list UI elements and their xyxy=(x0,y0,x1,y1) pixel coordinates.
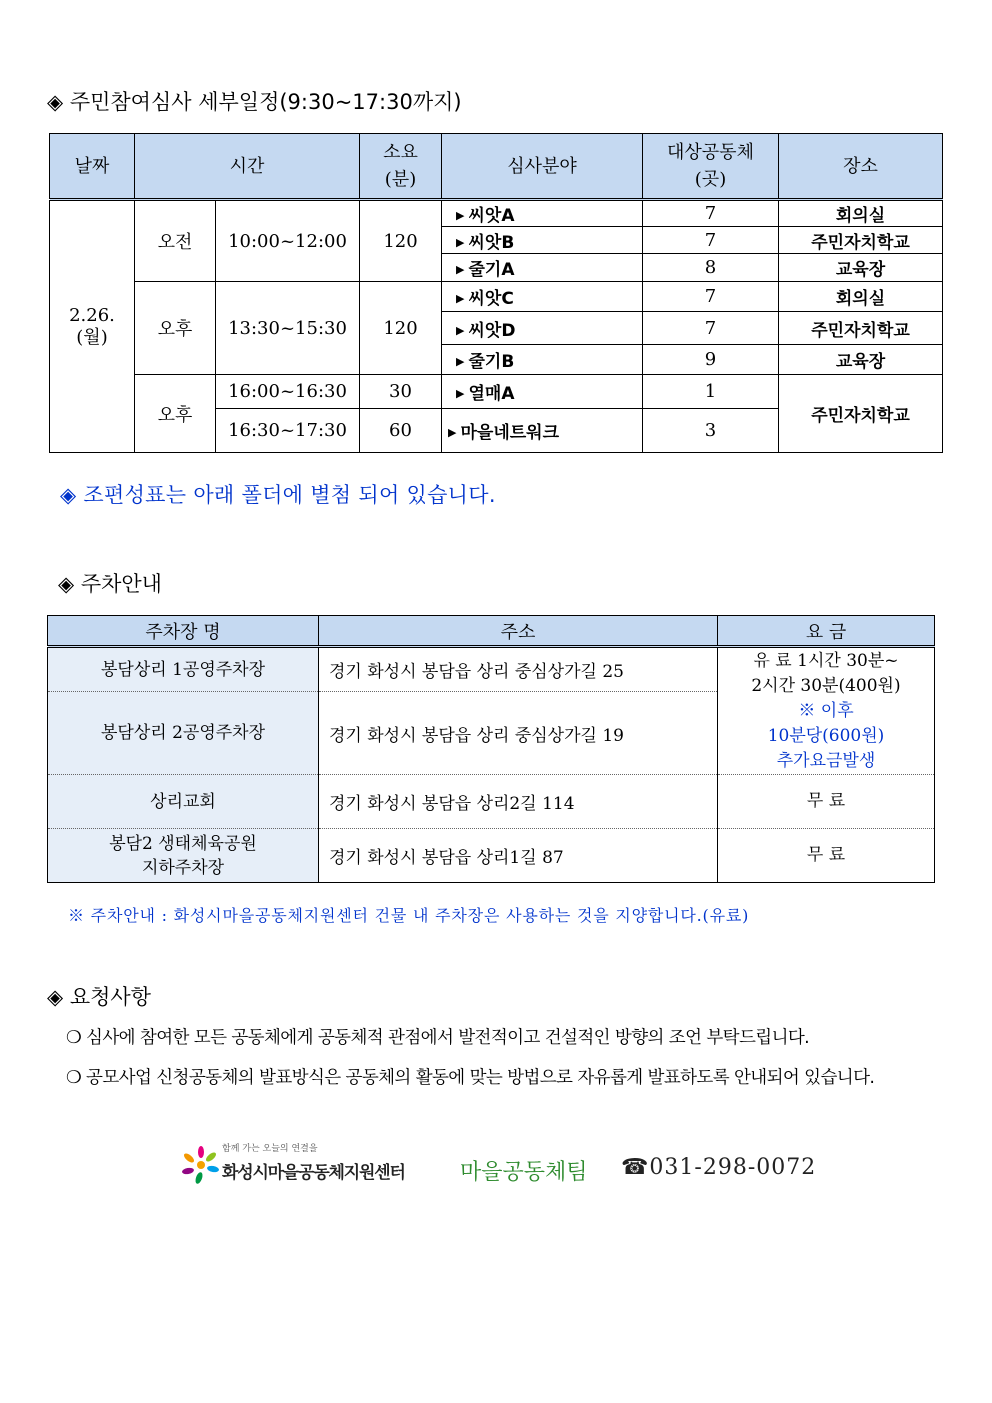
place-cell: 교육장 xyxy=(779,254,943,282)
area-cell: ▶ 줄기B xyxy=(442,345,643,375)
period-cell: 오후 xyxy=(135,375,216,453)
header-place: 장소 xyxy=(779,134,943,200)
parking-row xyxy=(48,829,935,883)
fee-line: 유 료 1시간 30분~ xyxy=(753,650,899,671)
duration-cell: 30 xyxy=(360,375,442,409)
parking-table xyxy=(47,615,935,883)
schedule-note: ◈ 조편성표는 아래 폴더에 별첨 되어 있습니다. xyxy=(60,483,496,507)
count-cell: 1 xyxy=(643,375,779,409)
schedule-row xyxy=(50,282,943,312)
request-item: ❍ 공모사업 신청공동체의 발표방식은 공동체의 활동에 맞는 방법으로 자유롭게 발표하도록 안내되어 있습니다. xyxy=(66,1068,875,1088)
area-cell: ▶ 마을네트워크 xyxy=(442,409,643,453)
schedule-header-row xyxy=(50,134,943,200)
parking-note: ※ 주차안내 : 화성시마을공동체지원센터 건물 내 주차장은 사용하는 것을 지양합니다.(유료) xyxy=(68,906,750,925)
triangle-icon: ▶ xyxy=(456,209,465,222)
place-cell: 교육장 xyxy=(779,345,943,375)
header-target: 대상공동체 (곳) xyxy=(643,134,779,200)
triangle-icon: ▶ xyxy=(456,263,465,276)
header-lot: 주차장 명 xyxy=(48,616,319,647)
time-cell: 10:00~12:00 xyxy=(216,200,360,282)
place-cell: 주민자치학교 xyxy=(779,227,943,254)
parking-row xyxy=(48,775,935,829)
fee-cell: 무 료 xyxy=(718,775,935,829)
header-address: 주소 xyxy=(319,616,718,647)
schedule-row xyxy=(50,375,943,409)
period-cell: 오후 xyxy=(135,282,216,375)
fee-cell: 무 료 xyxy=(718,829,935,883)
triangle-icon: ▶ xyxy=(456,387,465,400)
schedule-row xyxy=(50,200,943,227)
fee-line: 10분당(600원) xyxy=(767,725,885,746)
header-area: 심사분야 xyxy=(442,134,643,200)
duration-cell: 120 xyxy=(360,200,442,282)
lot-cell: 봉담2 생태체육공원 지하주차장 xyxy=(48,829,319,883)
area-cell: ▶ 씨앗C xyxy=(442,282,643,312)
count-cell: 3 xyxy=(643,409,779,453)
logo-name: 화성시마을공동체지원센터 xyxy=(222,1163,405,1183)
fee-line: 추가요금발생 xyxy=(776,750,876,771)
place-cell: 주민자치학교 xyxy=(779,375,943,453)
center-logo-icon xyxy=(178,1142,224,1188)
time-cell: 16:00~16:30 xyxy=(216,375,360,409)
area-cell: ▶ 씨앗A xyxy=(442,200,643,227)
area-cell: ▶ 열매A xyxy=(442,375,643,409)
area-cell: ▶ 씨앗D xyxy=(442,312,643,345)
place-cell: 주민자치학교 xyxy=(779,312,943,345)
time-cell: 16:30~17:30 xyxy=(216,409,360,453)
header-date: 날짜 xyxy=(50,134,135,200)
fee-line: ※ 이후 xyxy=(798,700,854,721)
count-cell: 8 xyxy=(643,254,779,282)
count-cell: 7 xyxy=(643,312,779,345)
triangle-icon: ▶ xyxy=(456,323,465,337)
fee-line: 2시간 30분(400원) xyxy=(751,675,901,696)
schedule-heading: ◈ 주민참여심사 세부일정(9:30~17:30까지) xyxy=(47,90,462,114)
duration-cell: 120 xyxy=(360,282,442,375)
parking-row xyxy=(48,647,935,692)
parking-heading: ◈ 주차안내 xyxy=(58,572,162,596)
address-cell: 경기 화성시 봉담읍 상리 중심상가길 25 xyxy=(319,647,718,692)
triangle-icon: ▶ xyxy=(456,292,465,305)
period-cell: 오전 xyxy=(135,200,216,282)
count-cell: 7 xyxy=(643,200,779,227)
parking-header-row xyxy=(48,616,935,647)
requests-heading: ◈ 요청사항 xyxy=(47,985,151,1009)
lot-cell: 봉담상리 1공영주차장 xyxy=(48,647,319,692)
address-cell: 경기 화성시 봉담읍 상리2길 114 xyxy=(319,775,718,829)
triangle-icon: ▶ xyxy=(448,426,457,439)
count-cell: 9 xyxy=(643,345,779,375)
area-cell: ▶ 줄기A xyxy=(442,254,643,282)
schedule-table xyxy=(49,133,943,453)
time-cell: 13:30~15:30 xyxy=(216,282,360,375)
count-cell: 7 xyxy=(643,282,779,312)
paid-fee-cell xyxy=(718,647,935,775)
phone-number: ☎031-298-0072 xyxy=(621,1155,817,1180)
address-cell: 경기 화성시 봉담읍 상리 중심상가길 19 xyxy=(319,692,718,775)
place-cell: 회의실 xyxy=(779,200,943,227)
lot-cell: 상리교회 xyxy=(48,775,319,829)
lot-cell: 봉담상리 2공영주차장 xyxy=(48,692,319,775)
team-name: 마을공동체팀 xyxy=(460,1160,588,1185)
triangle-icon: ▶ xyxy=(456,355,465,368)
header-fee: 요 금 xyxy=(718,616,935,647)
count-cell: 7 xyxy=(643,227,779,254)
address-cell: 경기 화성시 봉담읍 상리1길 87 xyxy=(319,829,718,883)
place-cell: 회의실 xyxy=(779,282,943,312)
logo-tagline: 함께 가는 오늘의 연결을 xyxy=(222,1144,318,1154)
header-duration: 소요 (분) xyxy=(360,134,442,200)
header-time: 시간 xyxy=(135,134,360,200)
area-cell: ▶ 씨앗B xyxy=(442,227,643,254)
triangle-icon: ▶ xyxy=(456,235,465,249)
request-item: ❍ 심사에 참여한 모든 공동체에게 공동체적 관점에서 발전적이고 건설적인 방향의 조언 부탁드립니다. xyxy=(66,1028,810,1048)
duration-cell: 60 xyxy=(360,409,442,453)
date-cell: 2.26. (월) xyxy=(50,200,135,453)
